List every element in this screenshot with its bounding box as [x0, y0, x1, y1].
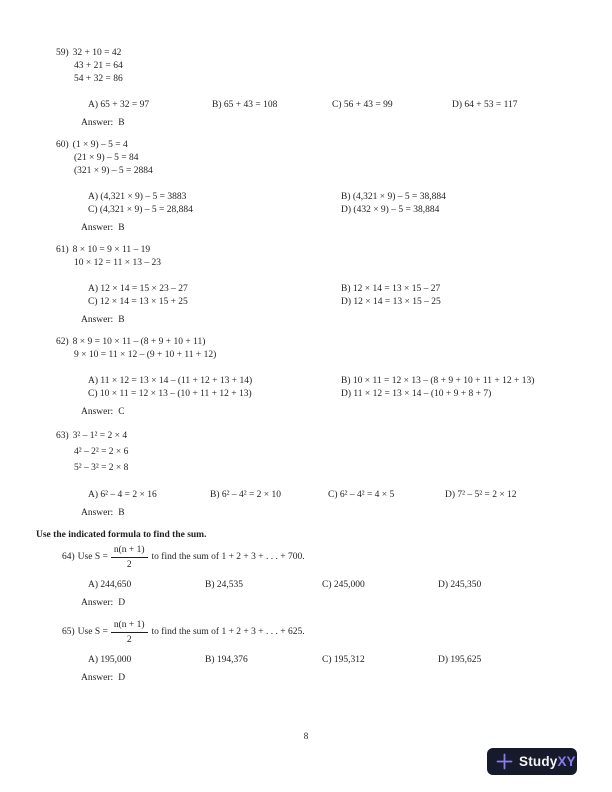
question-stem	[62, 619, 576, 646]
answer-line	[81, 597, 576, 610]
answer-value: D	[118, 673, 126, 683]
setup-line: (321 × 9) – 5 = 2884	[74, 166, 153, 176]
setup-line: 32 + 10 = 42	[72, 48, 122, 58]
setup-line: 8 × 9 = 10 × 11 – (8 + 9 + 10 + 11)	[72, 337, 206, 347]
question-number: 62)	[56, 337, 69, 347]
answer-label: Answer:	[81, 407, 114, 417]
choice-c: C) 10 × 11 = 12 × 13 – (10 + 11 + 12 + 13)	[88, 389, 252, 399]
setup-line: (1 × 9) – 5 = 4	[72, 140, 128, 150]
choice-b: B) 65 + 43 = 108	[212, 100, 278, 110]
studyxy-logo	[487, 748, 577, 775]
fraction-numerator: n(n + 1)	[111, 619, 148, 633]
question-stem	[56, 336, 576, 349]
setup-line: 5² – 3² = 2 × 8	[74, 463, 129, 473]
answer-label: Answer:	[81, 223, 114, 233]
setup-line: 4² – 2² = 2 × 6	[74, 447, 129, 457]
fraction-denominator: 2	[126, 560, 132, 570]
choice-d: D) 12 × 14 = 13 × 15 – 25	[341, 297, 441, 307]
answer-label: Answer:	[81, 118, 114, 128]
formula-prefix: Use S =	[77, 552, 108, 562]
answer-choices	[88, 489, 576, 502]
section-heading: Use the indicated formula to find the sum.	[36, 530, 207, 540]
choice-b: B) 10 × 11 = 12 × 13 – (8 + 9 + 10 + 11 + 12 + 13)	[341, 376, 535, 386]
choice-c: C) (4,321 × 9) – 5 = 28,884	[88, 205, 193, 215]
choice-c: C) 6² – 4² = 4 × 5	[328, 490, 395, 500]
choice-a: A) (4,321 × 9) – 5 = 3883	[88, 192, 187, 202]
choice-d: D) 245,350	[438, 580, 482, 590]
choice-b: B) 24,535	[205, 580, 243, 590]
question-number: 59)	[56, 48, 69, 58]
formula-suffix: to find the sum of 1 + 2 + 3 + . . . + 625.	[151, 627, 305, 637]
answer-value: C	[118, 407, 125, 417]
setup-line: 43 + 21 = 64	[74, 61, 123, 71]
question-62	[36, 336, 576, 419]
choice-c: C) 12 × 14 = 13 × 15 + 25	[88, 297, 188, 307]
answer-line	[81, 117, 576, 130]
logo-text-xy: XY	[557, 754, 576, 769]
answer-line	[81, 507, 576, 520]
question-63	[36, 428, 576, 520]
setup-line: 9 × 10 = 11 × 12 – (9 + 10 + 11 + 12)	[74, 350, 217, 360]
question-number: 65)	[62, 627, 75, 637]
setup-line: 10 × 12 = 11 × 13 – 23	[74, 258, 161, 268]
question-stem	[62, 544, 576, 571]
choice-a: A) 11 × 12 = 13 × 14 – (11 + 12 + 13 + 14)	[88, 376, 253, 386]
choice-b: B) 194,376	[205, 655, 248, 665]
fraction-numerator: n(n + 1)	[111, 544, 148, 558]
fraction	[111, 544, 148, 571]
answer-line	[81, 314, 576, 327]
choice-b: B) 12 × 14 = 13 × 15 – 27	[341, 284, 441, 294]
answer-choices	[88, 99, 576, 112]
choice-c: C) 245,000	[322, 580, 365, 590]
setup-line: (21 × 9) – 5 = 84	[74, 153, 139, 163]
answer-choices	[88, 579, 576, 592]
choice-a: A) 12 × 14 = 15 × 23 – 27	[88, 284, 188, 294]
answer-label: Answer:	[81, 315, 114, 325]
question-60	[36, 139, 576, 235]
choice-d: D) 64 + 53 = 117	[452, 100, 518, 110]
question-61	[36, 244, 576, 327]
choice-d: D) 195,625	[438, 655, 482, 665]
choice-c: C) 56 + 43 = 99	[332, 100, 393, 110]
question-stem	[56, 139, 576, 152]
setup-line: 3² – 1² = 2 × 4	[72, 431, 128, 441]
answer-value: D	[118, 598, 126, 608]
answer-choices	[88, 375, 576, 401]
answer-value: B	[118, 508, 125, 518]
question-number: 63)	[56, 431, 69, 441]
setup-line: 8 × 10 = 9 × 11 – 19	[72, 245, 151, 255]
choice-a: A) 6² – 4 = 2 × 16	[88, 490, 157, 500]
answer-value: B	[118, 315, 125, 325]
question-stem	[56, 47, 576, 60]
answer-choices	[88, 283, 576, 309]
question-number: 61)	[56, 245, 69, 255]
question-64	[36, 544, 576, 610]
answer-value: B	[118, 118, 125, 128]
choice-b: B) 6² – 4² = 2 × 10	[210, 490, 282, 500]
page-number: 8	[303, 731, 309, 741]
question-stem	[56, 428, 576, 444]
question-stem	[56, 244, 576, 257]
choice-d: D) 11 × 12 = 13 × 14 – (10 + 9 + 8 + 7)	[341, 389, 492, 399]
plus-icon	[496, 753, 513, 770]
fraction	[111, 619, 148, 646]
choice-a: A) 244,650	[88, 580, 132, 590]
answer-value: B	[118, 223, 125, 233]
formula-prefix: Use S =	[77, 627, 108, 637]
fraction-denominator: 2	[126, 635, 132, 645]
answer-label: Answer:	[81, 598, 114, 608]
answer-choices	[88, 654, 576, 667]
answer-line	[81, 222, 576, 235]
question-59	[36, 47, 576, 130]
question-number: 60)	[56, 140, 69, 150]
answer-line	[81, 672, 576, 685]
choice-d: D) (432 × 9) – 5 = 38,884	[341, 205, 440, 215]
setup-line: 54 + 32 = 86	[74, 74, 123, 84]
answer-line	[81, 406, 576, 419]
answer-label: Answer:	[81, 673, 114, 683]
choice-c: C) 195,312	[322, 655, 365, 665]
answer-choices	[88, 191, 576, 217]
question-65	[36, 619, 576, 685]
formula-suffix: to find the sum of 1 + 2 + 3 + . . . + 700.	[151, 552, 305, 562]
choice-a: A) 195,000	[88, 655, 132, 665]
logo-text-study: Study	[519, 754, 558, 769]
choice-b: B) (4,321 × 9) – 5 = 38,884	[341, 192, 446, 202]
answer-label: Answer:	[81, 508, 114, 518]
question-number: 64)	[62, 552, 75, 562]
choice-d: D) 7² – 5² = 2 × 12	[445, 490, 517, 500]
choice-a: A) 65 + 32 = 97	[88, 100, 150, 110]
